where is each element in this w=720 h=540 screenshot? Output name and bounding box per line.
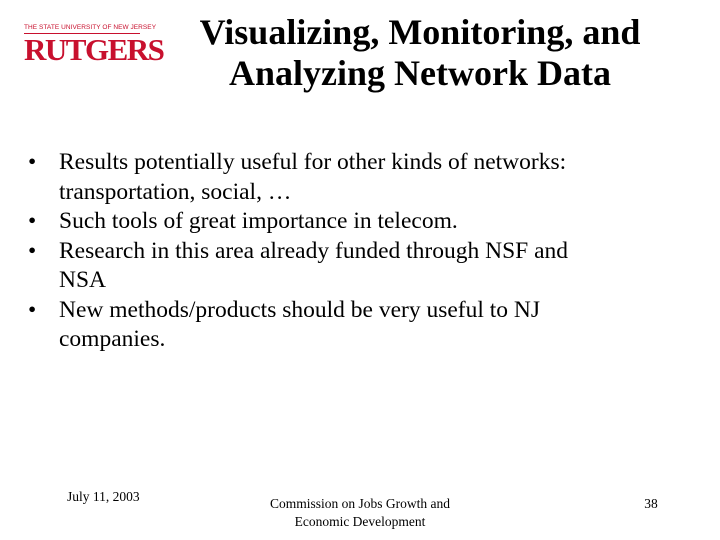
bullet-dot: • [28,237,37,264]
bullet-dot: • [28,149,37,175]
bullet-text-line: Such tools of great importance in telecom. [59,208,458,234]
bullet-text-line: Results potentially useful for other kinds of networks: [59,149,567,175]
rutgers-logo [24,24,164,67]
bullet-text-line: transportation, social, … [59,178,292,205]
slide-title-line-1: Visualizing, Monitoring, and [199,12,641,52]
logo-tagline: THE STATE UNIVERSITY OF NEW JERSEY [24,24,140,34]
bullet-dot: • [28,296,37,323]
slide-title-line-2: Analyzing Network Data [229,53,611,93]
footer-organization [250,495,470,531]
bullet-item [28,237,693,296]
bullet-text-line: companies. [59,326,166,352]
logo-wordmark: RUTGERS [24,32,164,67]
bullet-item [28,296,693,355]
bullet-item [28,207,693,237]
bullet-list [28,148,693,355]
footer-organization-line-1: Commission on Jobs Growth and [269,496,450,511]
bullet-text-line: NSA [59,267,107,293]
bullet-dot: • [28,208,37,234]
page-number: 38 [644,496,658,511]
bullet-item [28,148,693,207]
footer-organization-line-2: Economic Development [294,514,426,529]
bullet-text-line: New methods/products should be very useful to NJ [59,296,541,323]
bullet-text-line: Research in this area already funded through NSF and [59,237,569,264]
slide-title [160,12,680,94]
footer-date: July 11, 2003 [67,489,140,504]
